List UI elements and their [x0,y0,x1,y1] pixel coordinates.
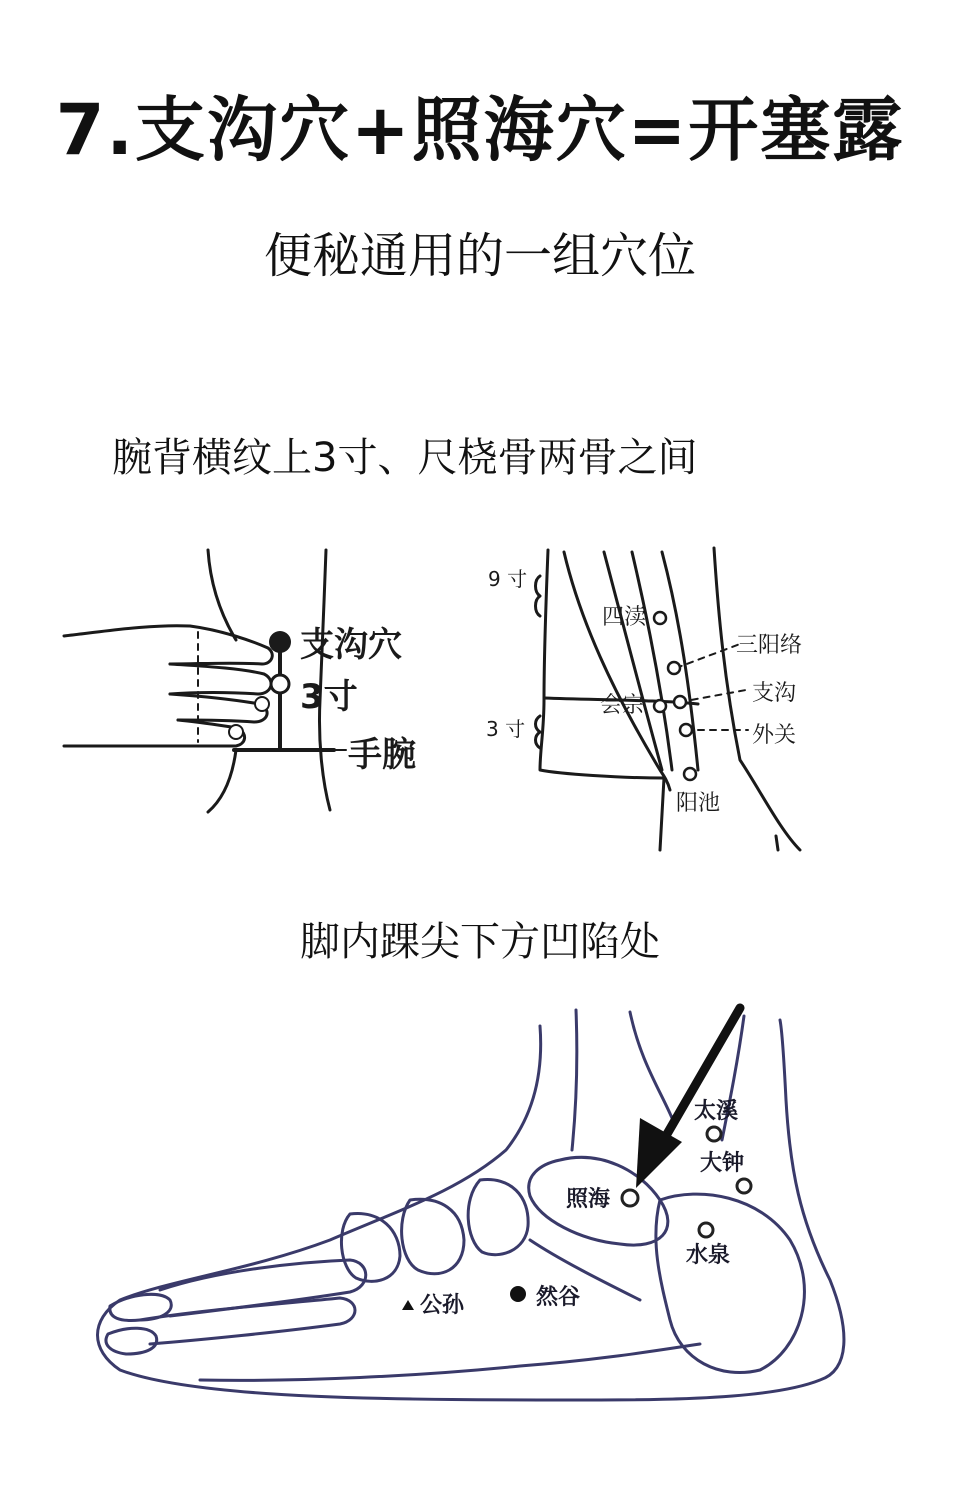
foot-sole-line [200,1344,700,1380]
shuiquan-point [699,1223,713,1237]
foot-toe-1 [110,1294,171,1320]
forearm-label-waiguan: 外关 [752,723,797,748]
zhaohai-point [622,1190,638,1206]
foot-tibia-left [572,1010,577,1150]
foot-label-gongsun: 公孙 [420,1293,465,1318]
foot-calcaneus [656,1194,805,1372]
page-subtitle: 便秘通用的一组穴位 [263,228,696,284]
dazhong-point [737,1179,751,1193]
foot-leg-outline-left [98,1020,844,1400]
foot-cuneiform-1 [402,1199,464,1273]
foot-label-zhaohai: 照海 [566,1187,611,1212]
forearm-label-zhigou: 支沟 [752,681,797,706]
foot-label-rangu: 然谷 [536,1285,581,1310]
taixi-point [707,1127,721,1141]
forearm-label-3cun: 3 寸 [486,717,526,741]
wrist-description: 腕背横纹上3寸、尺桡骨两骨之间 [112,435,698,481]
gongsun-marker [402,1300,414,1310]
hand-label-zhigou: 支沟穴 [300,625,402,665]
foot-navicular [468,1179,528,1254]
foot-label-dazhong: 大钟 [700,1151,745,1176]
foot-metatarsal-1 [160,1260,366,1316]
hand-label-wrist: 手腕 [348,735,416,775]
foot-label-shuiquan: 水泉 [686,1243,731,1268]
forearm-label-sidu: 四渎 [602,605,647,630]
foot-description: 脚内踝尖下方凹陷处 [300,919,660,965]
forearm-label-9cun: 9 寸 [488,567,528,591]
foot-label-taixi: 太溪 [694,1099,739,1124]
page-title: 7.支沟穴+照海穴=开塞露 [55,89,905,171]
forearm-label-sanyangluo: 三阳络 [736,633,803,658]
forearm-label-yangchi: 阳池 [676,791,721,816]
forearm-label-huizong: 会宗 [600,693,645,718]
rangu-point [510,1286,526,1302]
foot-toe-2 [106,1328,157,1354]
hand-label-3cun: 3寸 [300,677,358,717]
foot-tibia-right [630,1012,672,1118]
